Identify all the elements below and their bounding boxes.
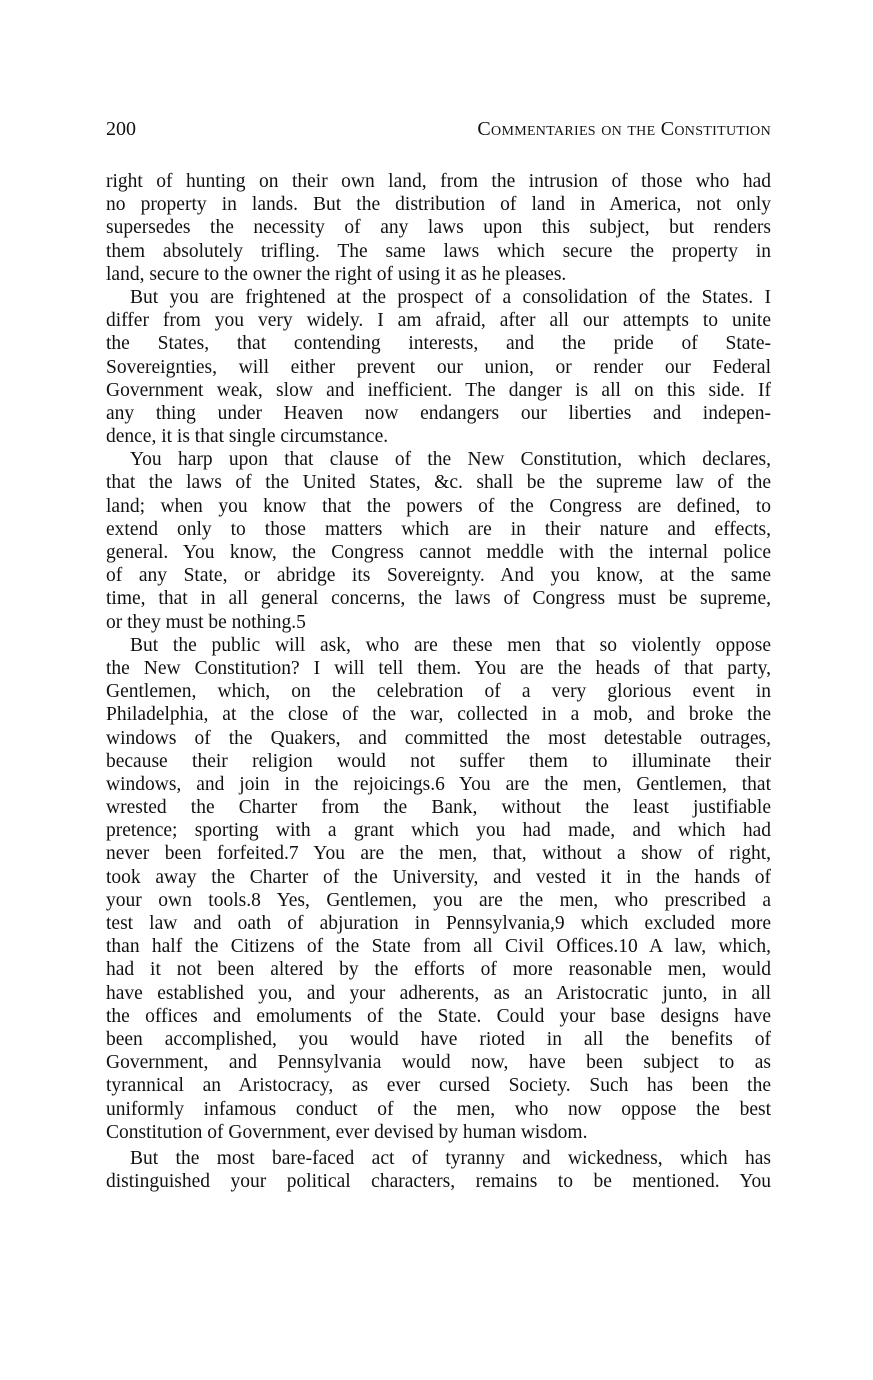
text-line: any thing under Heaven now endangers our liberties and indepen- bbox=[106, 402, 771, 424]
text-line: the States, that contending interests, and the pride of State- bbox=[106, 333, 771, 355]
text-line: Sovereignties, will either prevent our union, or render our Federal bbox=[106, 356, 771, 378]
text-line: or they must be nothing.5 bbox=[106, 611, 306, 633]
text-line: Constitution of Government, ever devised by human wisdom. bbox=[106, 1121, 588, 1143]
text-line: never been forfeited.7 You are the men, that, without a show of right, bbox=[106, 843, 771, 865]
text-line: general. You know, the Congress cannot meddle with the internal police bbox=[106, 542, 771, 563]
text-line: them absolutely trifling. The same laws which secure the property in bbox=[106, 240, 771, 262]
text-line: Philadelphia, at the close of the war, collected in a mob, and broke the bbox=[106, 704, 771, 726]
text-line: supersedes the necessity of any laws upon this subject, but renders bbox=[106, 217, 771, 239]
text-line: no property in lands. But the distribution of land in America, not only bbox=[106, 194, 771, 216]
text-line: the New Constitution? I will tell them. You are the heads of that party, bbox=[106, 657, 771, 679]
text-line: windows, and join in the rejoicings.6 You are the men, Gentlemen, that bbox=[106, 773, 771, 795]
text-line: But you are frightened at the prospect of a consolidation of the States. I bbox=[130, 286, 771, 308]
text-line: land, secure to the owner the right of using it as he pleases. bbox=[106, 263, 567, 285]
text-line: wrested the Charter from the Bank, without the least justifiable bbox=[106, 797, 771, 819]
text-line: tyrannical an Aristocracy, as ever cursed Society. Such has been the bbox=[106, 1075, 771, 1097]
text-line: have established you, and your adherents, as an Aristocratic junto, in all bbox=[106, 982, 771, 1004]
text-line: Government weak, slow and inefficient. The danger is all on this side. If bbox=[106, 379, 771, 401]
text-line: extend only to those matters which are in their nature and effects, bbox=[106, 518, 771, 540]
text-line: been accomplished, you would have rioted in all the benefits of bbox=[106, 1028, 771, 1050]
text-line: land; when you know that the powers of the Congress are defined, to bbox=[106, 495, 771, 517]
page-number: 200 bbox=[106, 118, 136, 140]
text-line: uniformly infamous conduct of the men, who now oppose the best bbox=[106, 1098, 771, 1120]
text-line: because their religion would not suffer them to illuminate their bbox=[106, 750, 771, 772]
text-line: You harp upon that clause of the New Constitution, which declares, bbox=[130, 449, 771, 471]
text-line: Gentlemen, which, on the celebration of a very glorious event in bbox=[106, 681, 771, 703]
running-title: Commentaries on the Constitution bbox=[477, 118, 771, 140]
text-line: test law and oath of abjuration in Pennsylvania,9 which excluded more bbox=[106, 913, 771, 934]
text-line: the offices and emoluments of the State. Could your base designs have bbox=[106, 1005, 771, 1027]
text-line: took away the Charter of the University, and vested it in the hands of bbox=[106, 866, 771, 888]
text-line: differ from you very widely. I am afraid, after all our attempts to unite bbox=[106, 310, 771, 332]
text-line: distinguished your political characters, remains to be mentioned. You bbox=[106, 1171, 771, 1193]
text-line: than half the Citizens of the State from all Civil Offices.10 A law, which, bbox=[106, 936, 771, 958]
text-line: your own tools.8 Yes, Gentlemen, you are the men, who prescribed a bbox=[106, 889, 771, 911]
text-line: But the public will ask, who are these men that so violently oppose bbox=[130, 634, 771, 656]
text-line: right of hunting on their own land, from the intrusion of those who had bbox=[106, 171, 771, 192]
body-text bbox=[106, 170, 771, 1193]
text-line: dence, it is that single circumstance. bbox=[106, 426, 389, 448]
text-line: that the laws of the United States, &c. shall be the supreme law of the bbox=[106, 472, 771, 494]
running-head bbox=[106, 118, 771, 144]
text-line: But the most bare-faced act of tyranny and wickedness, which has bbox=[130, 1147, 771, 1169]
text-line: windows of the Quakers, and committed the most detestable outrages, bbox=[106, 727, 771, 749]
text-line: had it not been altered by the efforts of more reasonable men, would bbox=[106, 959, 771, 981]
text-line: of any State, or abridge its Sovereignty. And you know, at the same bbox=[106, 565, 771, 587]
text-line: pretence; sporting with a grant which you had made, and which had bbox=[106, 820, 771, 842]
text-line: time, that in all general concerns, the laws of Congress must be supreme, bbox=[106, 588, 771, 610]
text-line: Government, and Pennsylvania would now, have been subject to as bbox=[106, 1052, 771, 1074]
